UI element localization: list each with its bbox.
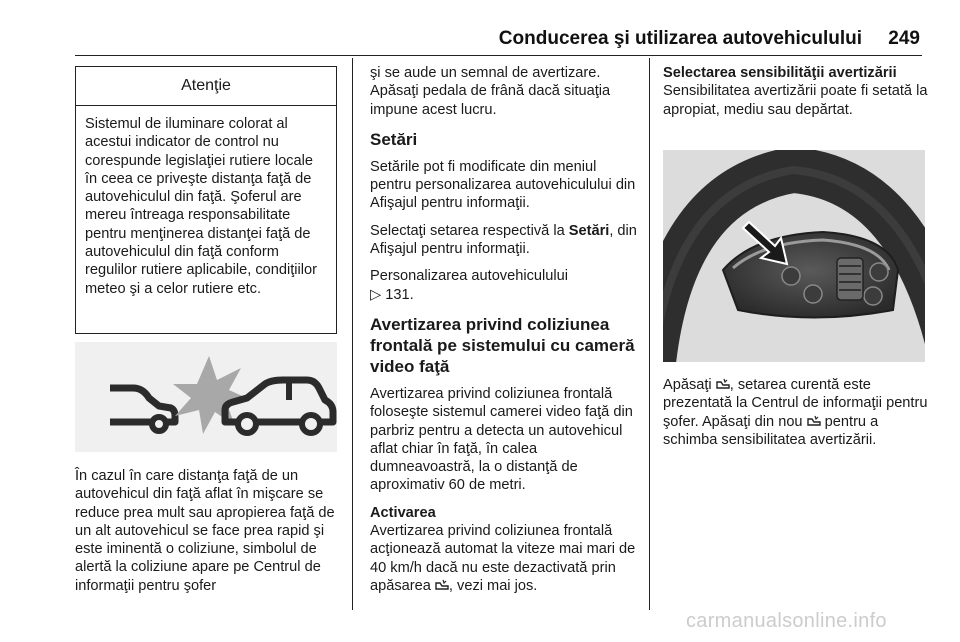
section-heading-avertizare: Avertizarea privind coliziunea frontală pe sistemului cu cameră video faţă	[370, 314, 635, 376]
subheading-sensibilitate: Selectarea sensibilităţii avertizării	[663, 65, 897, 81]
body-paragraph	[370, 267, 638, 304]
text-span: Apăsaţi	[663, 377, 716, 393]
warning-text: Sistemul de iluminare colorat al acestui indicator de control nu corespunde legislaţiei rutiere locale în ceea ce priveşte distanţa faţă de autovehiculul din faţă. Şoferul are mereu întreaga responsabilitate pentru menţinerea distanţei faţă de autovehiculul din faţă conform regulilor rutiere aplicabile, condiţiilor meteo şi a celor rutiere etc.	[85, 116, 317, 297]
page-header	[0, 0, 960, 60]
column-divider	[649, 58, 650, 610]
page-number: 249	[888, 28, 920, 49]
collision-alert-button-icon	[716, 378, 730, 390]
page-ref-arrow-icon: ▷	[370, 286, 382, 303]
steering-wheel-photo	[663, 150, 925, 362]
section-heading-setari: Setări	[370, 129, 418, 149]
text-span: Personalizarea autovehiculului	[370, 268, 568, 285]
text-span: Selectaţi setarea respectivă la	[370, 222, 569, 239]
body-paragraph: Setările pot fi modificate din meniul pentru personalizarea autovehiculului din Afişajul pentru informaţii.	[370, 158, 636, 212]
warning-box	[75, 66, 337, 334]
text-span: , vezi mai jos.	[448, 577, 538, 594]
column-3	[663, 64, 931, 128]
column-divider	[352, 58, 353, 610]
menu-term: Setări	[568, 222, 610, 239]
collision-alert-button-icon	[807, 415, 821, 427]
body-paragraph: şi se aude un semnal de avertizare. Apăsaţi pedala de frână dacă situaţia impune acest lucru.	[370, 65, 611, 118]
column-3-lower	[663, 376, 931, 458]
text-span: pentru a schimba sensibilitatea avertizării.	[663, 413, 879, 448]
watermark[interactable]: carmanualsonline.info	[686, 610, 887, 632]
header-rule	[75, 55, 922, 56]
warning-title: Atenţie	[76, 67, 336, 106]
collision-alert-button-icon	[435, 579, 449, 591]
collision-alert-figure	[75, 342, 337, 452]
chapter-title: Conducerea şi utilizarea autovehiculului	[498, 28, 862, 49]
body-paragraph	[370, 222, 638, 259]
body-paragraph: Sensibilitatea avertizării poate fi setată la apropiat, mediu sau depărtat.	[663, 83, 928, 118]
collision-alert-icon	[75, 342, 337, 452]
body-paragraph: În cazul în care distanţa faţă de un autovehicul din faţă aflat în mişcare se reduce prea mult sau apropierea faţă de un alt autovehicul se face prea rapid şi este iminentă o coliziune, simbolul de alertă la coliziune apare pe Centrul de informaţii pentru şofer	[75, 468, 335, 594]
page-reference: 131.	[385, 286, 414, 303]
body-paragraph: Avertizarea privind coliziunea frontală foloseşte sistemul camerei video faţă din parbriz pentru a detecta un autovehicul aflat chiar în faţă, în calea dumneavoastră, la o distanţă de aproximativ 60 de metri.	[370, 385, 633, 494]
subheading-activarea: Activarea	[370, 504, 436, 521]
body-paragraph	[370, 522, 638, 595]
steering-wheel-controls-photo	[663, 150, 925, 362]
body-paragraph	[663, 376, 931, 449]
text-span: Avertizarea privind coliziunea frontală acţionează automat la viteze mai mari de 40 km/h dacă nu este dezactivată prin apăsarea	[370, 523, 636, 594]
text-span: , setarea curentă este prezentată la Centrul de informaţii pentru şofer. Apăsaţi din nou	[663, 377, 928, 430]
text-span: , din Afişajul pentru informaţii.	[370, 222, 637, 258]
column-2	[370, 64, 638, 595]
